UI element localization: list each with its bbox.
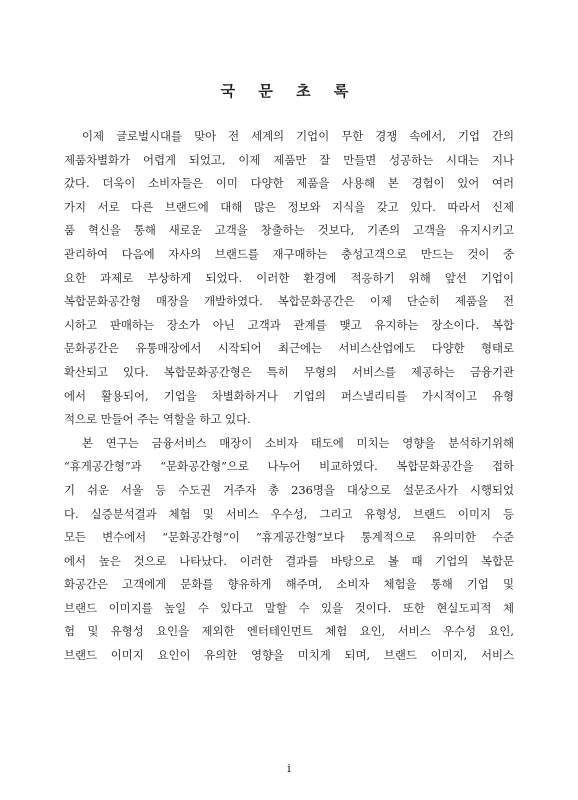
paragraph-1-line-3: 갔다. 더욱이 소비자들은 이미 다양한 제품을 사용해 본 경험이 있어 여러 (64, 176, 514, 191)
paragraph-2-line-5: 모든 변수에서 “문화공간형”이 “휴게공간형”보다 통계적으로 유의미한 수준 (64, 530, 514, 545)
paragraph-1-line-9: 시하고 판매하는 장소가 아닌 고객과 관계를 맺고 유지하는 장소이다. 복합 (64, 317, 514, 332)
paragraph-2-line-8: 브랜드 이미지를 높일 수 있다고 말할 수 있을 것이다. 또한 현실도피적 체 (64, 600, 514, 615)
paragraph-2-line-9: 험 및 유형성 요인을 제외한 엔터테인먼트 체험 요인, 서비스 우수성 요인, (64, 624, 514, 639)
paragraph-1-line-10: 문화공간은 유통매장에서 시작되어 최근에는 서비스산업에도 다양한 형태로 (64, 341, 514, 356)
paragraph-2-line-7: 화공간은 고객에게 문화를 향유하게 해주며, 소비자 체험을 통해 기업 및 (64, 577, 514, 592)
paragraph-1-line-5: 품 혁신을 통해 새로운 고객을 창출하는 것보다, 기존의 고객을 유지시키고 (64, 223, 514, 238)
paragraph-2-line-2: “휴게공간형”과 “문화공간형”으로 나누어 비교하였다. 복합문화공간을 접하 (64, 459, 514, 474)
page-number: i (287, 762, 291, 775)
paragraph-2-line-3: 기 쉬운 서울 등 수도권 거주자 총 236명을 대상으로 설문조사가 시행되었 (64, 482, 514, 497)
abstract-body (64, 125, 514, 668)
abstract-title: 국 문 초 록 (220, 82, 358, 100)
paragraph-2-line-1: 본 연구는 금융서비스 매장이 소비자 태도에 미치는 영향을 분석하기위해 (82, 435, 514, 450)
paragraph-1-line-12: 에서 활용되어, 기업을 차별화하거나 기업의 퍼스낼리티를 가시적이고 유형 (64, 388, 514, 403)
paragraph-1-line-6: 관리하여 다음에 자사의 브랜드를 재구매하는 충성고객으로 만드는 것이 중 (64, 246, 514, 261)
paragraph-1-line-4: 가지 서로 다른 브랜드에 대해 많은 정보와 지식을 갖고 있다. 따라서 신제 (64, 199, 514, 214)
paragraph-1-line-8: 복합문화공간형 매장을 개발하였다. 복합문화공간은 이제 단순히 제품을 전 (64, 294, 514, 309)
paragraph-1-line-7: 요한 과제로 부상하게 되었다. 이러한 환경에 적응하기 위해 앞선 기업이 (64, 270, 514, 285)
paragraph-2-line-4: 다. 실증분석결과 체험 및 서비스 우수성, 그리고 유형성, 브랜드 이미지 등 (64, 506, 514, 521)
paragraph-2-line-10: 브랜드 이미지 요인이 유의한 영향을 미치게 되며, 브랜드 이미지, 서비스 (64, 648, 514, 663)
paragraph-1-line-2: 제품차별화가 어렵게 되었고, 이제 제품만 잘 만들면 성공하는 시대는 지나 (64, 152, 514, 167)
paragraph-1-line-1: 이제 글로벌시대를 맞아 전 세계의 기업이 무한 경쟁 속에서, 기업 간의 (82, 129, 514, 143)
paragraph-1-line-13: 적으로 만들어 주는 역할을 하고 있다. (64, 412, 251, 427)
paragraph-1-line-11: 확산되고 있다. 복합문화공간형은 특히 무형의 서비스를 제공하는 금융기관 (64, 364, 514, 379)
paragraph-2-line-6: 에서 높은 것으로 나타났다. 이러한 결과를 바탕으로 볼 때 기업의 복합문 (64, 553, 514, 568)
